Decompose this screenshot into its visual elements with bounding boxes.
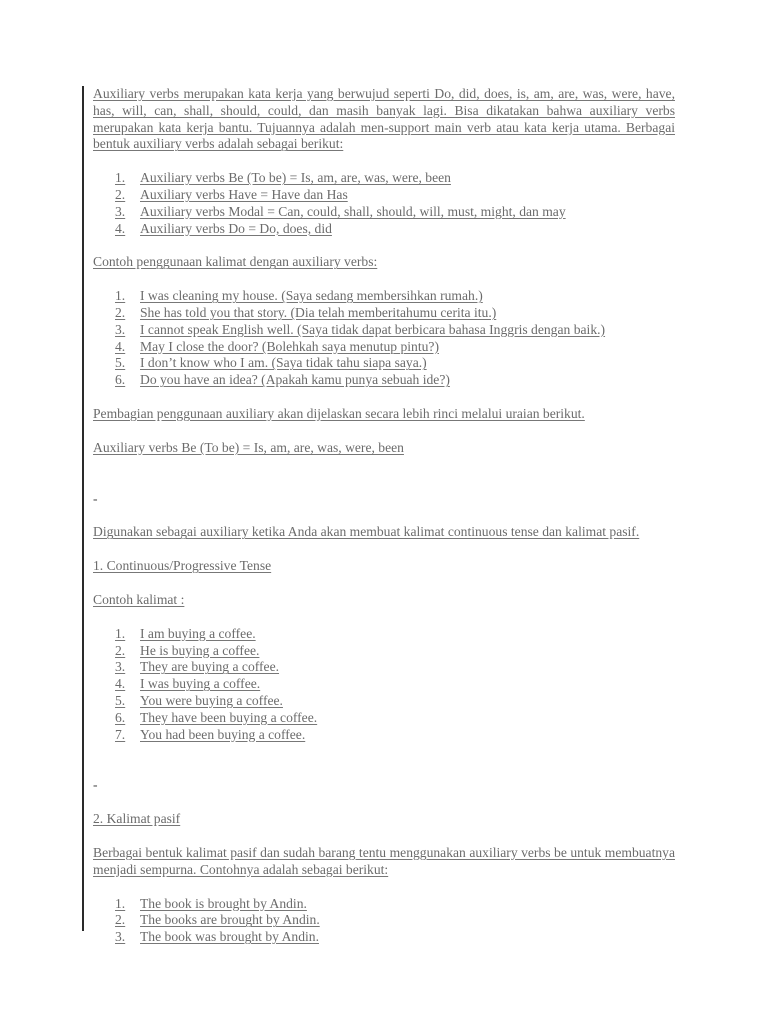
list-item <box>93 626 675 643</box>
list-item-number: 2. <box>115 304 126 320</box>
list-item-number: 7. <box>115 726 126 742</box>
list-item <box>93 305 675 322</box>
list-item-text: Auxiliary verbs Have = Have dan Has <box>140 186 348 202</box>
passive-examples-list <box>93 896 675 946</box>
list-item-number: 4. <box>115 220 126 236</box>
list-item-text: I was buying a coffee. <box>140 676 261 692</box>
list-item <box>93 221 675 238</box>
example-heading: Contoh penggunaan kalimat dengan auxiliary verbs: <box>93 254 378 270</box>
list-item-text: He is buying a coffee. <box>140 642 260 658</box>
list-item-text: I was cleaning my house. (Saya sedang membersihkan rumah.) <box>140 288 483 304</box>
list-item-text: Do you have an idea? (Apakah kamu punya sebuah ide?) <box>140 372 450 388</box>
list-item-text: I am buying a coffee. <box>140 625 256 641</box>
list-item <box>93 187 675 204</box>
list-item <box>93 288 675 305</box>
list-item <box>93 912 675 929</box>
continuous-heading: 1. Continuous/Progressive Tense <box>93 558 272 574</box>
list-item <box>93 170 675 187</box>
list-item-number: 6. <box>115 709 126 725</box>
list-item-number: 3. <box>115 929 126 945</box>
list-item-number: 3. <box>115 659 126 675</box>
margin-rule <box>82 86 84 931</box>
list-item <box>93 355 675 372</box>
list-item-number: 1. <box>115 895 126 911</box>
list-item-number: 2. <box>115 186 126 202</box>
list-item-number: 5. <box>115 692 126 708</box>
list-item-number: 6. <box>115 372 126 388</box>
list-item <box>93 322 675 339</box>
list-item-text: She has told you that story. (Dia telah memberitahumu cerita itu.) <box>140 304 497 320</box>
list-item-text: Auxiliary verbs Be (To be) = Is, am, are, was, were, been <box>140 170 451 186</box>
list-item-text: The books are brought by Andin. <box>140 912 320 928</box>
document-page <box>93 86 675 946</box>
continuous-examples-list <box>93 626 675 744</box>
examples-list <box>93 288 675 389</box>
list-item-text: Auxiliary verbs Modal = Can, could, shall, should, will, must, might, dan may <box>140 203 566 219</box>
list-item <box>93 710 675 727</box>
list-item-text: The book is brought by Andin. <box>140 895 307 911</box>
list-item-number: 3. <box>115 321 126 337</box>
list-item-number: 1. <box>115 288 126 304</box>
passive-intro-paragraph: Berbagai bentuk kalimat pasif dan sudah barang tentu menggunakan auxiliary verbs be untuk membuatnya menjadi sempurna. Contohnya adalah sebagai berikut: <box>93 844 675 877</box>
division-paragraph: Pembagian penggunaan auxiliary akan dijelaskan secara lebih rinci melalui uraian berikut. <box>93 405 585 421</box>
list-item <box>93 643 675 660</box>
dash-marker-2: - <box>93 777 98 793</box>
list-item <box>93 659 675 676</box>
list-item-number: 1. <box>115 170 126 186</box>
passive-heading: 2. Kalimat pasif <box>93 811 181 827</box>
list-item <box>93 372 675 389</box>
list-item <box>93 204 675 221</box>
list-item-text: I don’t know who I am. (Saya tidak tahu siapa saya.) <box>140 355 427 371</box>
list-item <box>93 727 675 744</box>
list-item <box>93 693 675 710</box>
list-item-text: The book was brought by Andin. <box>140 929 319 945</box>
list-item-text: Auxiliary verbs Do = Do, does, did <box>140 220 332 236</box>
list-item-number: 1. <box>115 625 126 641</box>
list-item-text: May I close the door? (Bolehkah saya menutup pintu?) <box>140 338 439 354</box>
contoh-label: Contoh kalimat : <box>93 591 185 607</box>
list-item-text: I cannot speak English well. (Saya tidak dapat berbicara bahasa Inggris dengan baik.) <box>140 321 606 337</box>
list-item-text: They are buying a coffee. <box>140 659 280 675</box>
forms-list <box>93 170 675 237</box>
list-item-number: 4. <box>115 338 126 354</box>
list-item-number: 4. <box>115 676 126 692</box>
be-usage-paragraph: Digunakan sebagai auxiliary ketika Anda akan membuat kalimat continuous tense dan kalimat pasif. <box>93 524 640 540</box>
list-item-text: You were buying a coffee. <box>140 692 283 708</box>
list-item-number: 2. <box>115 642 126 658</box>
list-item-number: 2. <box>115 912 126 928</box>
list-item-number: 3. <box>115 203 126 219</box>
list-item-text: They have been buying a coffee. <box>140 709 318 725</box>
list-item <box>93 929 675 946</box>
be-heading: Auxiliary verbs Be (To be) = Is, am, are, was, were, been <box>93 439 404 455</box>
dash-marker-1: - <box>93 490 98 506</box>
list-item <box>93 339 675 356</box>
intro-paragraph: Auxiliary verbs merupakan kata kerja yang berwujud seperti Do, did, does, is, am, are, was, were, have, has, will, can, shall, should, could, dan masih banyak lagi. Bisa dikatakan bahwa auxiliary verbs merupakan kata kerja bantu. Tujuannya adalah men-support main verb atau kata kerja utama. Berbagai bentuk auxiliary verbs adalah sebagai berikut: <box>93 86 675 152</box>
list-item <box>93 896 675 913</box>
list-item-text: You had been buying a coffee. <box>140 726 306 742</box>
list-item-number: 5. <box>115 355 126 371</box>
list-item <box>93 676 675 693</box>
